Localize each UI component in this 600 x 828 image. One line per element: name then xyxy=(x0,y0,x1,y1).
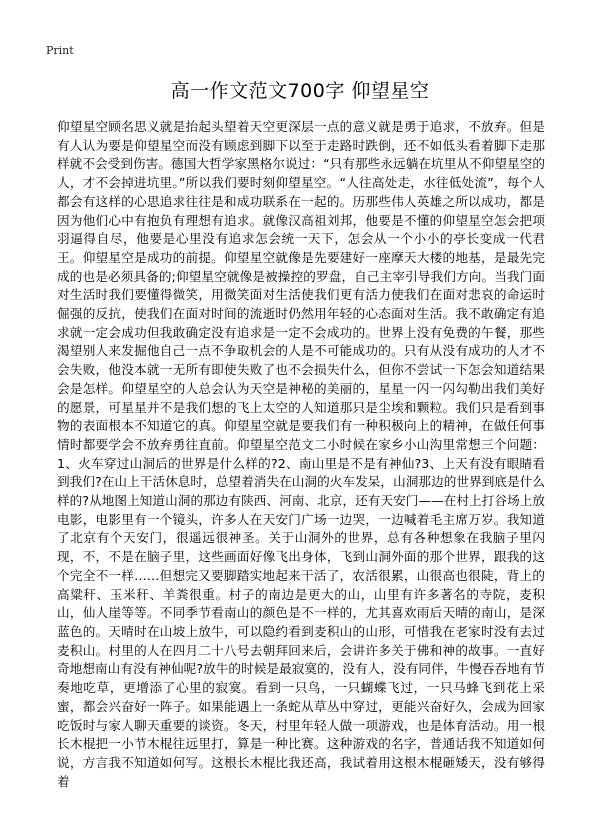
print-link[interactable]: Print xyxy=(46,44,74,57)
page-title: 高一作文范文700字 仰望星空 xyxy=(170,80,430,102)
essay-body-text: 仰望星空顾名思义就是抬起头望着天空更深层一点的意义就是勇于追求，不放弃。但是有人认为要是仰望星空而没有顾虑到脚下以至于走路时跌倒，还不如低头看着脚下走那样就不会受到伤害。德国大哲学家黑格尔说过：“只有那些永远躺在坑里从不仰望星空的人，才不会掉进坑里。”所以我们要时刻仰望星空。“人往高处走，水往低处流”，每个人都会有这样的心思追求往往是和成功联系在一起的。历那些伟人英雄之所以成功，都是因为他们心中有抱负有理想有追求。就像汉高祖刘邦，他要是不懂的仰望星空怎会把项羽逼得自尽，他要是心里没有追求怎会统一天下，怎会从一个小小的亭长变成一代君王。仰望星空是成功的前提。仰望星空就像是先要建好一座摩天大楼的地基，是最先完成的也是必须具备的;仰望星空就像是被操控的罗盘，自己主宰引导我们方向。当我门面对生活时我们要懂得微笑，用微笑面对生活使我们更有活力使我们在面对悲哀的命运时倔强的反抗，使我们在面对时间的流逝时仍然用年轻的心态面对生活。我不敢确定有追求就一定会成功但我敢确定没有追求是一定不会成功的。世界上没有免费的午餐，那些渴望别人来发掘他自己一点不争取机会的人是不可能成功的。只有从没有成功的人才不会失败，他没本就一无所有即使失败了也不会损失什么，但你不尝试一下怎会知道结果会是怎样。仰望星空的人总会认为天空是神秘的美丽的，星星一闪一闪勾勒出我们美好的愿景，可星星并不是我们想的飞上太空的人知道那只是尘埃和颗粒。我们只是看到事物的表面根本不知道它的真。仰望星空就是要我们有一种积极向上的精神，在做任何事情时都要学会不放弃勇往直前。仰望星空范文二小时候在家乡小山沟里常想三个问题：1、火车穿过山洞后的世界是什么样的?2、南山里是不是有神仙?3、上天有没有眼睛看到我们?在山上干活休息时，总望着消失在山洞的火车发呆，山洞那边的世界到底是什么样的?从地图上知道山洞的那边有陕西、河南、北京，还有天安门——在村上打谷场上放电影，电影里有一个镜头，许多人在天安门广场一边哭，一边喊着毛主席万岁。我知道了北京有个天安门，很遥远很神圣。关于山洞外的世界，总有各种想象在我脑子里闪现，不，不是在脑子里，这些画面好像飞出身体，飞到山洞外面的那个世界，跟我的这个完全不一样……但想完又要脚踏实地起来干活了，农活很累，山很高也很陡，背上的高粱秆、玉米秆、羊粪很重。村子的南边是更大的山，山里有许多著名的寺院，麦积山，仙人崖等等。不同季节看南山的颜色是不一样的，尤其喜欢雨后天晴的南山，是深蓝色的。天晴时在山坡上放牛，可以隐约看到麦积山的山形，可惜我在老家时没有去过麦积山。村里的人在四月二十八号去朝拜回来后，会讲许多关于佛和神的故事。一直好奇地想南山有没有神仙呢?放牛的时候是最寂寞的，没有人，没有同伴，牛慢吞吞地有节奏地吃草，更增添了心里的寂寞。看到一只鸟，一只蝴蝶飞过，一只马蜂飞到花上采蜜，都会兴奋好一阵子。如果能遇上一条蛇从草丛中穿过，更能兴奋好久，会成为回家吃饭时与家人聊天重要的谈资。冬天，村里年轻人做一项游戏，也是体育活动。用一根长木棍把一小节木棍往远里打，算是一种比赛。这种游戏的名字，普通话我不知道如何说，方言我不知道如何写。这根长木棍比我还高，我试着用这根木棍砸矮天，没有够得着 xyxy=(57,119,545,789)
